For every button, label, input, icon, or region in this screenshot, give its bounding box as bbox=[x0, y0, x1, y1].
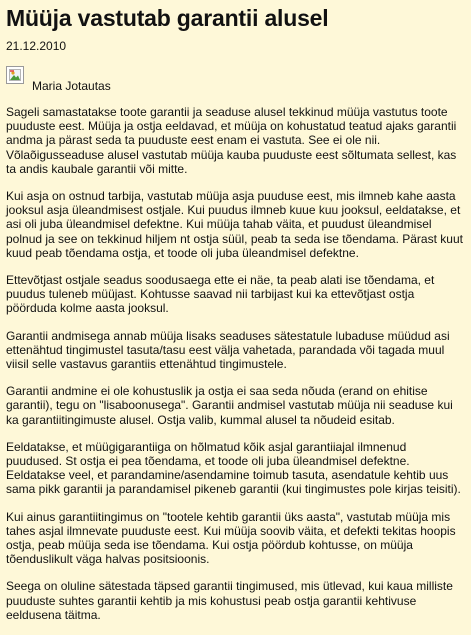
paragraph: Kui ainus garantiitingimus on "tootele kehtib garantii üks aasta", vastutab müüja mis tahes asjal ilmnevate puuduste eest. Kui müüja soovib väita, et defekti tekitas hoopis ostja, peab müüja seda ise tõendama. Kui ostja pöördub kohtusse, on müüja tõenduslikult väga halvas positsioonis. bbox=[6, 509, 456, 567]
paragraph: Ettevõtjast ostjale seadus soodusaega ette ei näe, ta peab alati ise tõendama, et puudus tuleneb müüjast. Kohtusse saavad nii tarbijast kui ka ettevõtjast ostja pöörduda kolme aasta jooksul. bbox=[6, 273, 435, 316]
article-title: Müüja vastutab garantii alusel bbox=[6, 5, 329, 31]
article bbox=[6, 0, 465, 635]
paragraph: Seega on oluline sätestada täpsed garantii tingimused, mis ütlevad, kui kaua milliste puuduste suhtes garantii kehtib ja mis kohustusi peab ostja garantii kehtivuse eeldusena täitma. bbox=[6, 579, 453, 622]
author-name: Maria Jotautas bbox=[32, 79, 111, 93]
broken-image-icon bbox=[6, 66, 24, 84]
paragraph: Eeldatakse, et müügigarantiiga on hõlmatud kõik asjal garantiiajal ilmnenud puudused. St ostja ei pea tõendama, et toode oli juba üleandmisel defektne. Eeldatakse veel, et parandamine/asendamine toimub tasuta, asendatule kehtib uus sama pikk garantii ja parandamisel pikeneb garantii (kui tingimustes pole kirjas teisiti). bbox=[6, 439, 461, 497]
author-row bbox=[6, 64, 465, 94]
paragraph: Garantii andmine ei ole kohustuslik ja ostja ei saa seda nõuda (erand on ehitise garantii), tegu on "lisaboonusega". Garantii andmisel vastutab müüja nii seaduse kui ka garantiitingimuste alusel. Ostja valib, kummal alusel ta nõudeid esitab. bbox=[6, 384, 453, 427]
article-body bbox=[6, 105, 465, 622]
article-date: 21.12.2010 bbox=[6, 39, 67, 53]
paragraph: Kui asja on ostnud tarbija, vastutab müüja asja puuduse eest, mis ilmneb kahe aasta jooksul asja üleandmisest ostjale. Kui puudus ilmneb kuue kuu jooksul, eeldatakse, et asi oli juba üleandmisel defektne. Kui müüja tahab väita, et puudust üleandmisel polnud ja see on tekkinud hiljem nt ostja süül, peab ta seda ise tõendama. Pärast kuut kuud peab tõendama ostja, et toode oli juba üleandmisel defektne. bbox=[6, 189, 463, 260]
paragraph: Garantii andmisega annab müüja lisaks seaduses sätestatule lubaduse müüdud asi ettenähtud tingimustel tasuta/tasu eest välja vahetada, parandada või tagada muul viisil selle vastavus garantiis ettenähtud tingimustele. bbox=[6, 328, 450, 372]
paragraph: Sageli samastatakse toote garantii ja seaduse alusel tekkinud müüja vastutus toote puuduste eest. Müüja ja ostja eeldavad, et müüja on kohustatud teatud ajaks garantii andma ja pärast seda ta puuduste eest enam ei vastuta. See ei ole nii. Võlaõigusseaduse alusel vastutab müüja kauba puuduste eest sõltumata sellest, kas ta andis kaubale garantii või mitte. bbox=[6, 105, 457, 176]
